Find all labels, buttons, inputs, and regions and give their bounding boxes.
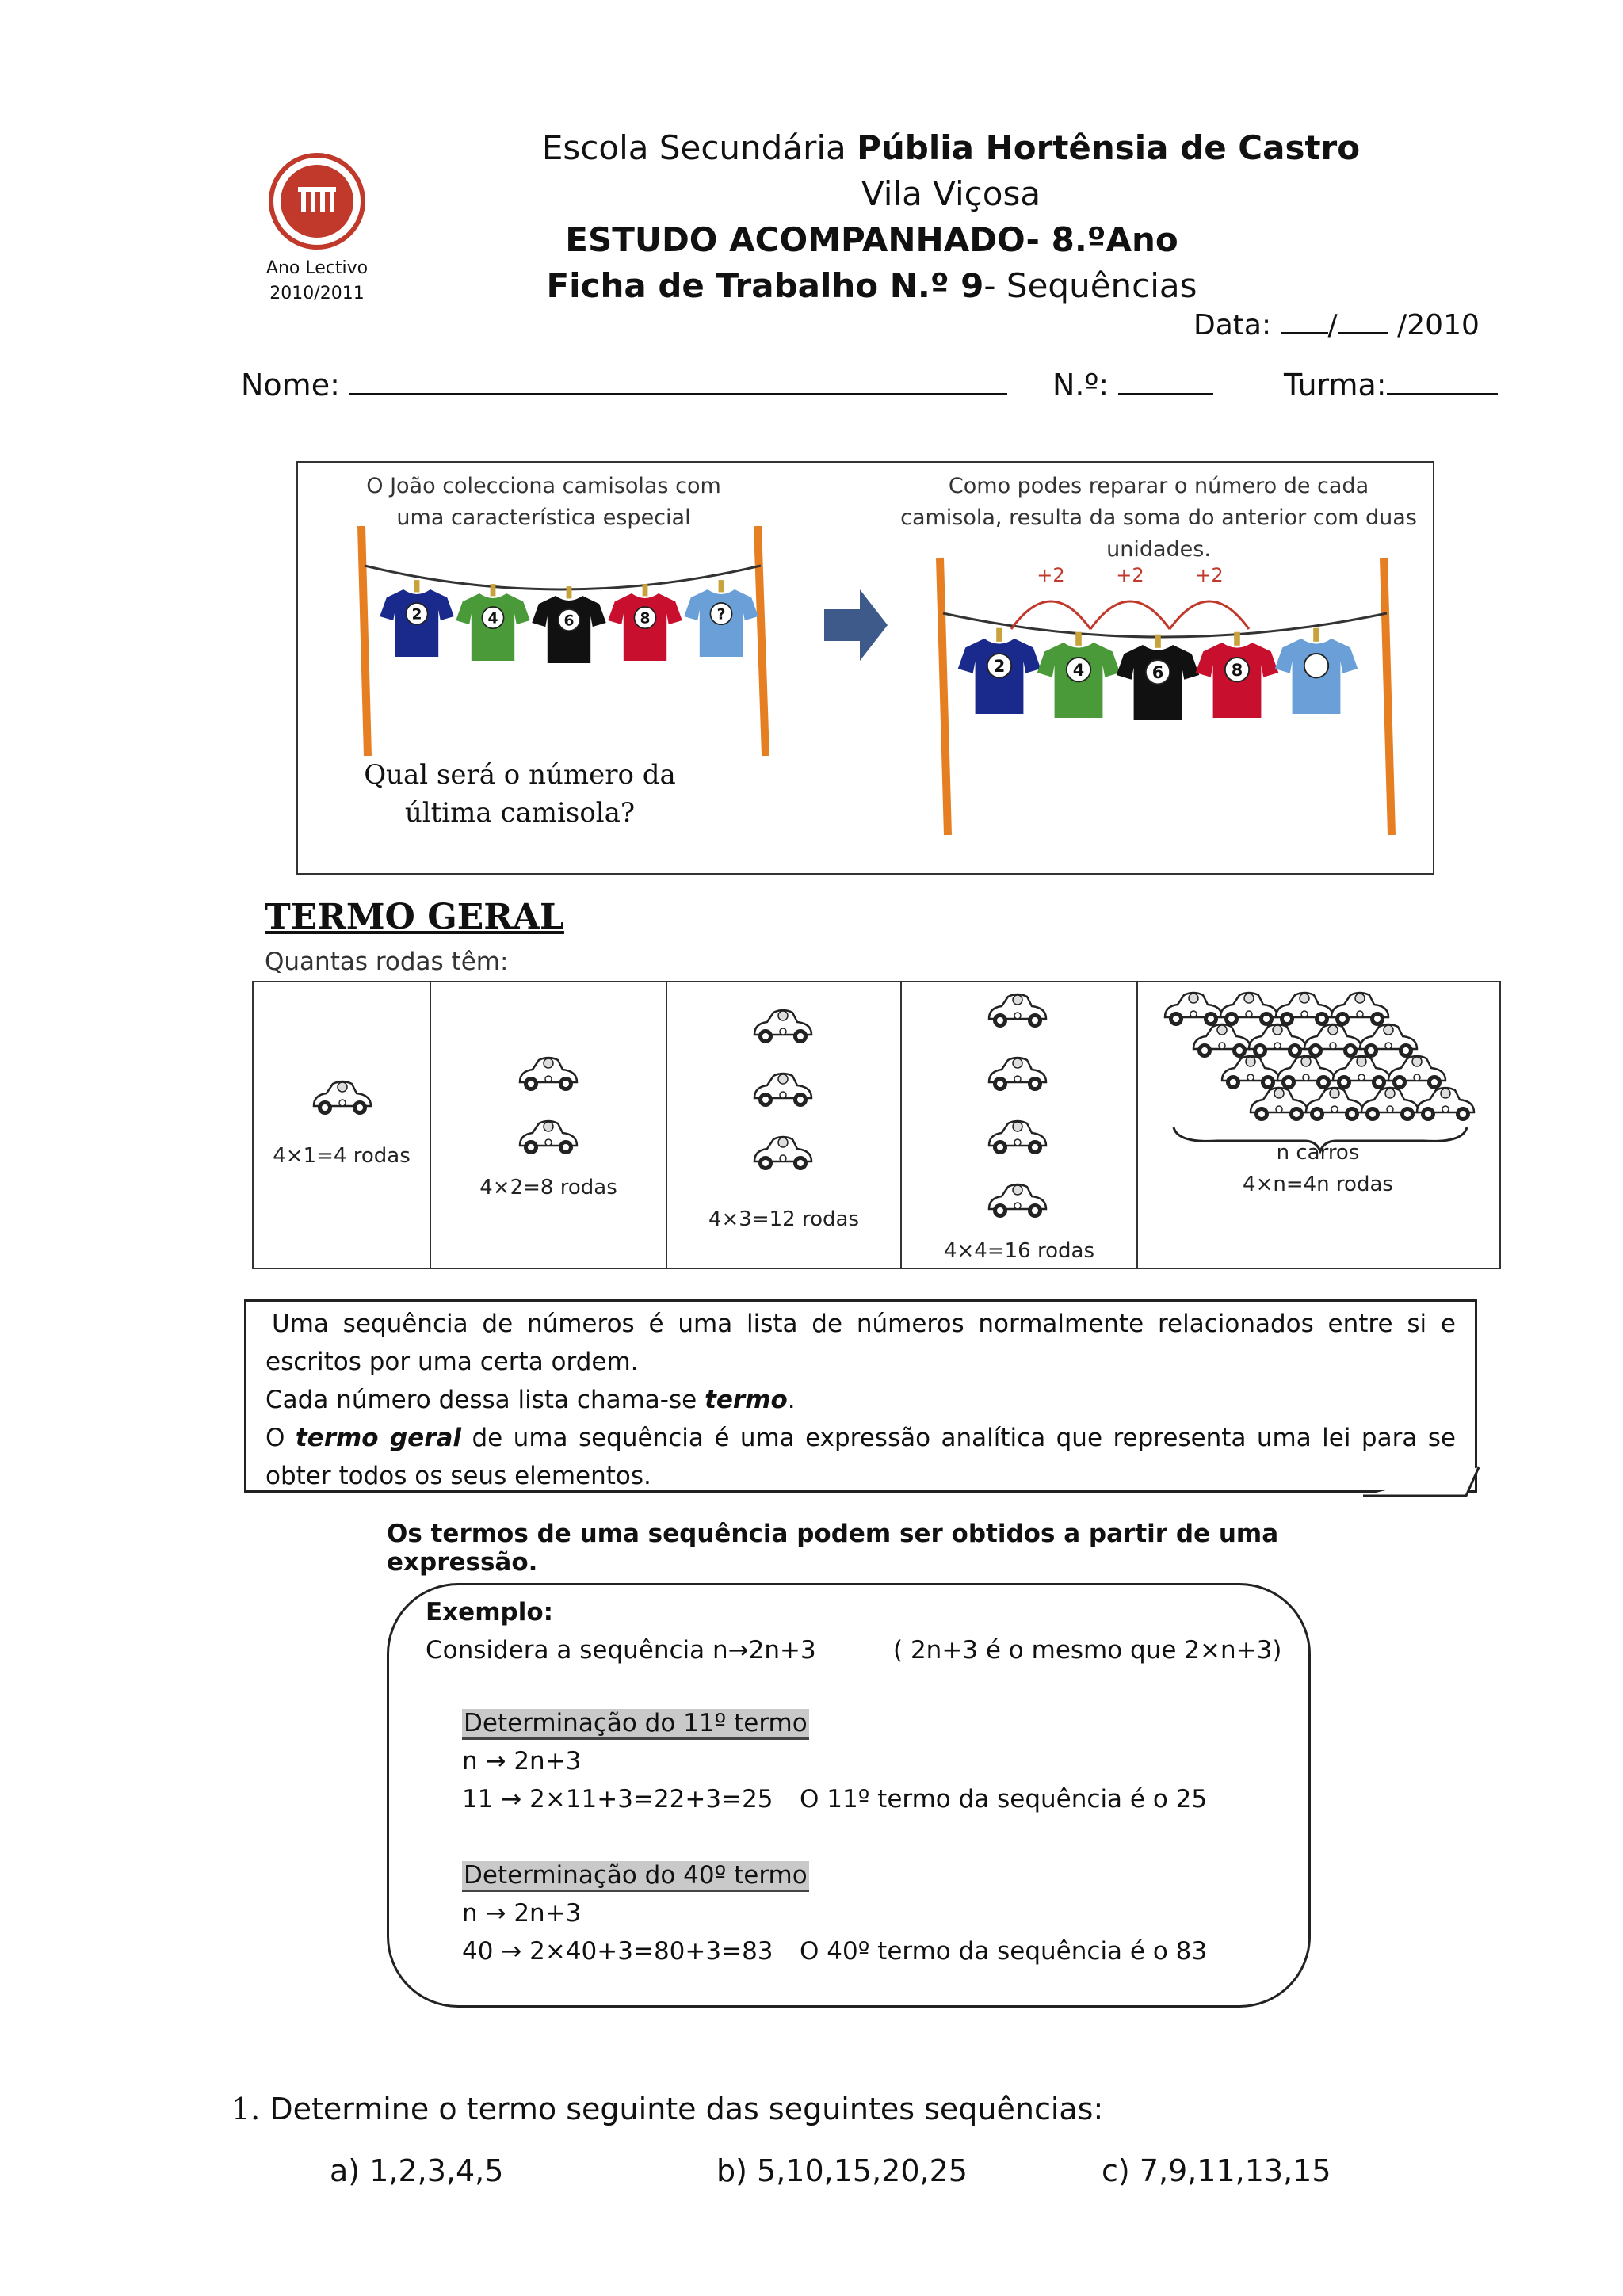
subject-title: ESTUDO ACOMPANHADO- 8.ºAno (565, 220, 1178, 259)
school-name: Escola Secundária Públia Hortênsia de Castro (541, 128, 1361, 167)
exercise-1 (231, 2092, 1103, 2126)
sheet-title: Ficha de Trabalho N.º 9- Sequências (546, 266, 1197, 305)
example-rule: n → 2n+3 (462, 1899, 582, 1928)
car-icon (751, 1133, 815, 1173)
example-heading-40: Determinação do 40º termo (462, 1856, 809, 1894)
car-icon (986, 1117, 1049, 1157)
shirt (608, 584, 682, 661)
cars-caption: 4×3=12 rodas (708, 1207, 859, 1231)
example-heading-11: Determinação do 11º termo (462, 1704, 809, 1742)
date-field[interactable]: Data: / /2010 (1193, 309, 1480, 341)
example-calc: 11 → 2×11+3=22+3=25 (462, 1785, 773, 1814)
clothesline-right (924, 526, 1415, 859)
shirt (532, 586, 606, 663)
termo-geral-question: Quantas rodas têm: (265, 948, 509, 976)
arrow-icon (824, 589, 888, 661)
shirt-number: 4 (487, 610, 498, 627)
exercise-item: a) 1,2,3,4,5 (330, 2153, 504, 2188)
school-year-value: 2010/2011 (269, 284, 365, 303)
shirt (684, 580, 758, 657)
definition-p3: O termo geral de uma sequência é uma expressão analítica que representa uma lei para se obter todos os seus elementos. (265, 1424, 1456, 1490)
car-icon (1247, 1084, 1311, 1123)
intro-illustration (296, 461, 1434, 875)
increment-label: +2 (1037, 564, 1065, 586)
shirt (1037, 632, 1121, 718)
example-line: Considera a sequência n→2n+3 (426, 1636, 816, 1665)
example-note: ( 2n+3 é o mesmo que 2×n+3) (893, 1636, 1282, 1665)
example-calc: 40 → 2×40+3=80+3=83 (462, 1937, 773, 1966)
definition-box (244, 1299, 1477, 1493)
cars-caption: 4×2=8 rodas (479, 1176, 617, 1199)
name-field[interactable]: Nome: (241, 368, 1007, 402)
shirt (1196, 632, 1279, 718)
car-icon (751, 1006, 815, 1046)
cars-cell (902, 982, 1138, 1268)
example-rule: n → 2n+3 (462, 1747, 582, 1775)
example-title: Exemplo: (426, 1598, 554, 1627)
example-answer: O 40º termo da sequência é o 83 (800, 1937, 1208, 1966)
intro-right-text: Como podes reparar o número de cada camisola, resulta da soma do anterior com duas unidades. (900, 474, 1417, 562)
car-icon (986, 1054, 1049, 1093)
car-icon (1414, 1084, 1477, 1123)
number-field[interactable]: N.º: (1052, 368, 1213, 402)
cars-cell (667, 982, 902, 1268)
shirt (456, 584, 530, 661)
clothesline-left (346, 526, 789, 764)
shirt-number: 8 (640, 610, 651, 627)
shirts-left (380, 580, 758, 663)
increment-label: +2 (1195, 564, 1224, 586)
example-answer: O 11º termo da sequência é o 25 (800, 1785, 1208, 1814)
car-icon (311, 1077, 374, 1117)
definition-p1: Uma sequência de números é uma lista de números normalmente relacionados entre si e escritos por uma certa ordem. (265, 1310, 1456, 1376)
intro-question: Qual será o número da última camisola? (364, 759, 676, 829)
school-year-label: Ano Lectivo (265, 258, 369, 278)
termo-geral-title: TERMO GERAL (265, 897, 564, 937)
cars-table (252, 981, 1501, 1269)
example-box (387, 1583, 1311, 2008)
shirt-number: ? (716, 606, 726, 624)
shirt-number: 6 (1151, 662, 1164, 682)
cars-cell (431, 982, 667, 1268)
car-icon (751, 1070, 815, 1109)
shirts-right (958, 628, 1358, 720)
exercise-number: 1. (231, 2092, 261, 2126)
cars-cell (1138, 982, 1498, 1268)
page-curl-icon (1363, 1466, 1482, 1502)
shirt-number: 4 (1072, 660, 1085, 680)
shirt-number: 2 (411, 606, 422, 624)
car-icon (1358, 1084, 1422, 1123)
cars-caption: 4×1=4 rodas (273, 1144, 411, 1168)
shirt (1275, 628, 1358, 714)
town: Vila Viçosa (861, 174, 1041, 213)
cars-caption: 4×n=4n rodas (1243, 1173, 1393, 1196)
car-icon (1303, 1084, 1366, 1123)
shirt-number: 6 (563, 612, 575, 630)
car-icon (986, 990, 1049, 1030)
shirt (1117, 635, 1200, 720)
car-icon (517, 1054, 580, 1093)
definition-p2: Cada número dessa lista chama-se termo. (265, 1386, 796, 1414)
statement: Os termos de uma sequência podem ser obtidos a partir de uma expressão. (387, 1520, 1279, 1577)
school-logo (266, 151, 368, 252)
cars-caption-top: n carros (1276, 1141, 1360, 1165)
car-icon (517, 1117, 580, 1157)
shirt (380, 580, 454, 657)
shirt-number: 8 (1231, 660, 1243, 680)
increment-label: +2 (1116, 564, 1144, 586)
shirt-number: 2 (993, 656, 1006, 676)
exercise-item: c) 7,9,11,13,15 (1102, 2153, 1331, 2188)
car-icon (986, 1180, 1049, 1220)
exercise-item: b) 5,10,15,20,25 (716, 2153, 968, 2188)
shirt (958, 628, 1041, 714)
cars-cell (254, 982, 431, 1268)
intro-left-text: O João colecciona camisolas com uma característica especial (366, 474, 721, 530)
exercise-text: Determine o termo seguinte das seguintes sequências: (269, 2092, 1104, 2126)
cars-caption: 4×4=16 rodas (943, 1239, 1094, 1263)
class-field[interactable]: Turma: (1284, 368, 1498, 402)
